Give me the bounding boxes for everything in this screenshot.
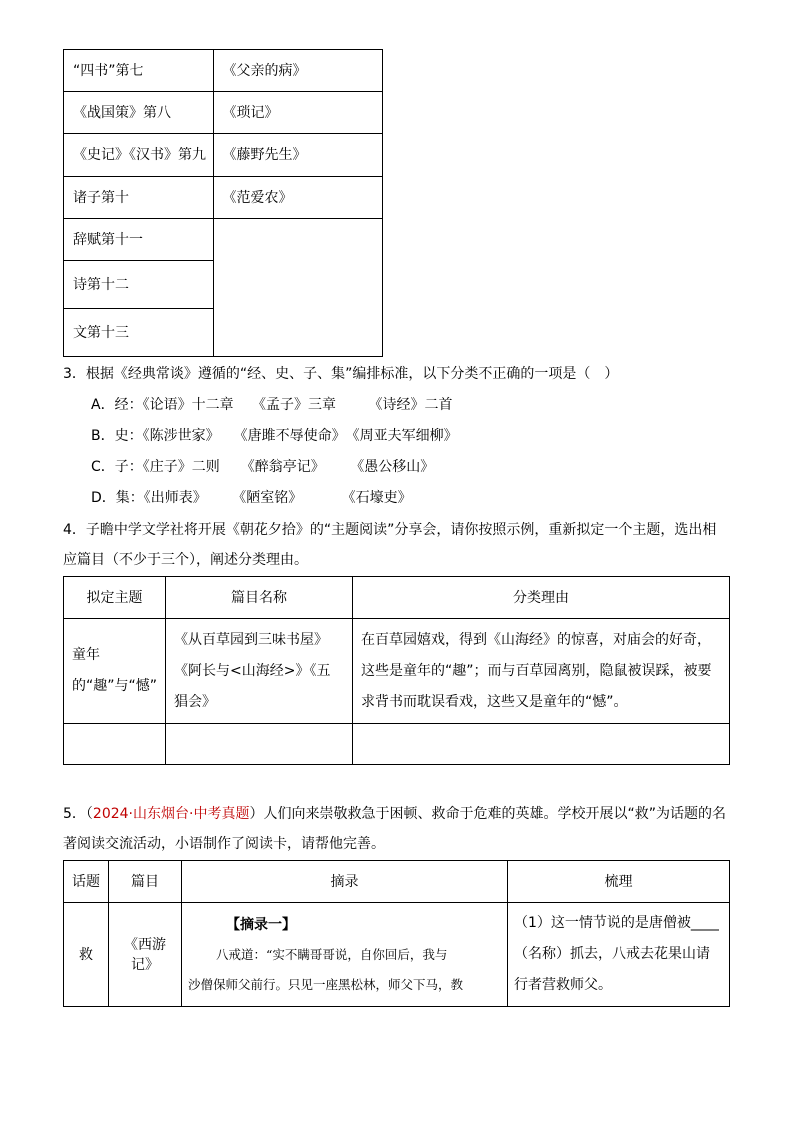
analysis-cell: （1）这一情节说的是唐僧被____（名称）抓去，八戒去花果山请行者营救师父。 <box>508 903 730 1007</box>
option-c: C．子：《庄子》二则 《醉翁亭记》 《愚公移山》 <box>91 459 435 475</box>
question-3-stem: 3．根据《经典常谈》遵循的“经、史、子、集”编排标准，以下分类不正确的一项是（ ） <box>63 366 619 382</box>
theme-reading-table <box>63 576 730 765</box>
table-cell: 诗第十二 <box>64 261 214 309</box>
table-cell: 《藤野先生》 <box>213 134 382 177</box>
table-cell: 《史记》《汉书》第九 <box>64 134 214 177</box>
table-cell: 辞赋第十一 <box>64 219 214 261</box>
book-cell: 《西游记》 <box>109 903 182 1007</box>
excerpt-line: 沙僧保师父前行。只见一座黑松林，师父下马，教 <box>188 976 464 992</box>
question-5-line2: 著阅读交流活动，小语制作了阅读卡，请帮他完善。 <box>63 836 385 852</box>
theme-cell: 童年的“趣”与“憾” <box>64 619 166 724</box>
header-book: 篇目 <box>109 861 182 903</box>
table-cell: 《范爱农》 <box>213 177 382 219</box>
table-cell: 《父亲的病》 <box>213 50 382 92</box>
topic-cell: 救 <box>64 903 109 1007</box>
table-cell: 诸子第十 <box>64 177 214 219</box>
option-b: B．史：《陈涉世家》 《唐雎不辱使命》 《周亚夫军细柳》 <box>91 428 458 444</box>
option-a: A．经：《论语》十二章 《孟子》三章 《诗经》二首 <box>91 397 453 413</box>
empty-cell <box>213 219 382 357</box>
reason-cell: 在百草园嬉戏，得到《山海经》的惊喜，对庙会的好奇，这些是童年的“趣”；而与百草园离别，隐鼠被误踩，被要求背书而耽误看戏，这些又是童年的“憾”。 <box>353 619 730 724</box>
question-5-prefix: 5．（ <box>63 806 93 822</box>
excerpt-cell <box>182 903 508 1007</box>
excerpt-title: 【摘录一】 <box>226 916 296 933</box>
header-titles: 篇目名称 <box>166 577 353 619</box>
answer-cell[interactable] <box>64 724 166 765</box>
option-d: D．集：《出师表》 《陋室铭》 《石壕吏》 <box>91 490 412 506</box>
reading-list-table <box>63 49 383 357</box>
header-theme: 拟定主题 <box>64 577 166 619</box>
question-5-line1 <box>63 804 726 824</box>
question-source: 2024·山东烟台·中考真题 <box>92 806 250 822</box>
header-topic: 话题 <box>64 861 109 903</box>
reading-card-table <box>63 860 730 1007</box>
titles-cell: 《从百草园到三味书屋》《阿长与<山海经>》《五猖会》 <box>166 619 353 724</box>
question-4-line2: 应篇目（不少于三个），阐述分类理由。 <box>63 552 308 568</box>
question-5-text: ）人们向来崇敬救急于困顿、救命于危难的英雄。学校开展以“救”为话题的名 <box>249 806 726 822</box>
question-4-line1: 4．子瞻中学文学社将开展《朝花夕拾》的“主题阅读”分享会，请你按照示例，重新拟定一个主题，选出相 <box>63 522 717 538</box>
table-cell: 《琐记》 <box>213 92 382 134</box>
answer-cell[interactable] <box>166 724 353 765</box>
header-reason: 分类理由 <box>353 577 730 619</box>
excerpt-line: 八戒道：“实不瞒哥哥说，自你回后，我与 <box>216 946 448 962</box>
table-cell: 文第十三 <box>64 309 214 357</box>
table-cell: 《战国策》第八 <box>64 92 214 134</box>
answer-cell[interactable] <box>353 724 730 765</box>
table-cell: “四书”第七 <box>64 50 214 92</box>
header-excerpt: 摘录 <box>182 861 508 903</box>
header-analysis: 梳理 <box>508 861 730 903</box>
